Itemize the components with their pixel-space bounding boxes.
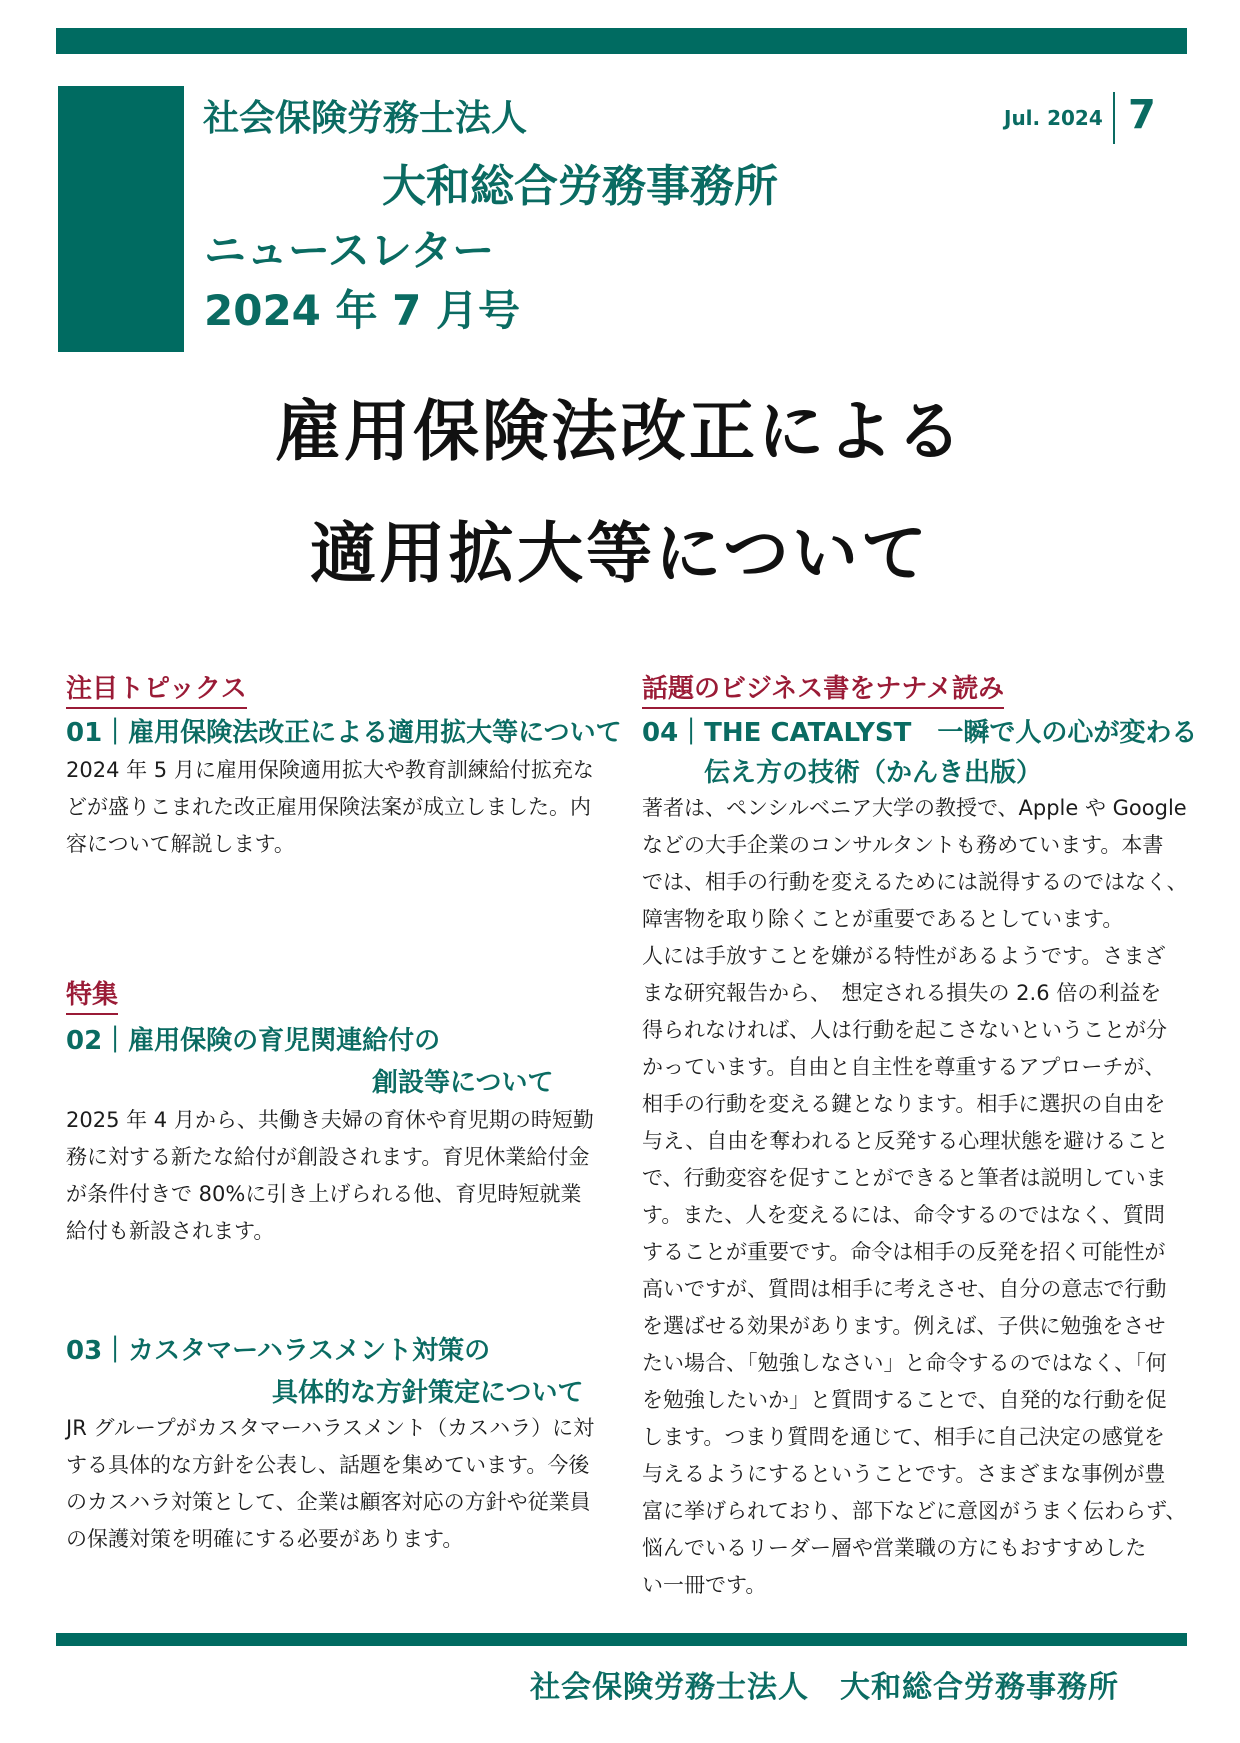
header-side-block bbox=[58, 86, 184, 352]
topic2-title-line2: 創設等について bbox=[372, 1068, 554, 1098]
topic2-body bbox=[66, 1102, 594, 1250]
topic4-title-line2: 伝え方の技術（かんき出版） bbox=[704, 758, 1043, 788]
topic1-body-line: 容について解説します。 bbox=[66, 832, 295, 856]
topic2-body-line: 務に対する新たな給付が創設されます。育児休業給付金 bbox=[66, 1145, 590, 1169]
topic4-body-line: 与え、自由を奪われると反発する心理状態を避けること bbox=[642, 1129, 1169, 1153]
topic4-body-line: を選ばせる効果があります。例えば、子供に勉強をさせ bbox=[642, 1314, 1166, 1338]
topic4-body-line: することが重要です。命令は相手の反発を招く可能性が bbox=[642, 1240, 1166, 1264]
topic4-body-line: で、行動変容を促すことができると筆者は説明していま bbox=[642, 1166, 1167, 1190]
topic4-body-line: まな研究報告から、 想定される損失の 2.6 倍の利益を bbox=[642, 981, 1162, 1005]
topic3-body-line: JR グループがカスタマーハラスメント（カスハラ）に対 bbox=[66, 1416, 595, 1440]
topic4-body bbox=[642, 790, 1188, 1604]
topic4-body-line: などの大手企業のコンサルタントも務めています。本書 bbox=[642, 833, 1164, 857]
main-title-line1: 雇用保険法改正による bbox=[275, 393, 965, 470]
topic3-body bbox=[66, 1410, 594, 1558]
topic4-body-line: す。また、人を変えるには、命令するのではなく、質問 bbox=[642, 1203, 1165, 1227]
issue-date: Jul. 2024 bbox=[1004, 106, 1103, 130]
org-name-line1: 社会保険労務士法人 bbox=[203, 98, 528, 139]
topic2-body-line: が条件付きで 80%に引き上げられる他、育児時短就業 bbox=[66, 1182, 582, 1206]
topic1-body bbox=[66, 752, 594, 863]
topic3-body-line: する具体的な方針を公表し、話題を集めています。今後 bbox=[66, 1453, 590, 1477]
issue-number: 7 bbox=[1128, 92, 1156, 138]
topic4-body-line: 得られなければ、人は行動を起こさないということが分 bbox=[642, 1018, 1167, 1042]
topic3-title-line1: 03｜カスタマーハラスメント対策の bbox=[66, 1336, 491, 1366]
topic4-body-line: 与えるようにするということです。さまざまな事例が豊 bbox=[642, 1462, 1166, 1486]
bottom-accent-bar bbox=[56, 1633, 1187, 1646]
org-name-line2: 大和総合労務事務所 bbox=[382, 161, 778, 212]
topic4-body-line: 高いですが、質問は相手に考えさせ、自分の意志で行動 bbox=[642, 1277, 1167, 1301]
topic4-body-line: を勉強したいか」と質問することで、自発的な行動を促 bbox=[642, 1388, 1167, 1412]
topic4-body-line: 著者は、ペンシルベニア大学の教授で、Apple や Google bbox=[642, 796, 1187, 820]
topic4-body-line: 相手の行動を変える鍵となります。相手に選択の自由を bbox=[642, 1092, 1166, 1116]
topic2-body-line: 給付も新設されます。 bbox=[66, 1219, 275, 1243]
newsletter-issue: 2024 年 7 月号 bbox=[204, 286, 520, 335]
topic4-body-line: い一冊です。 bbox=[642, 1573, 767, 1597]
topic4-body-line: 富に挙げられており、部下などに意図がうまく伝わらず、 bbox=[642, 1499, 1187, 1523]
main-title-line2: 適用拡大等について bbox=[310, 515, 930, 592]
section-label-books: 話題のビジネス書をナナメ読み bbox=[642, 668, 1004, 709]
topic4-body-line: では、相手の行動を変えるためには説得するのではなく、 bbox=[642, 870, 1188, 894]
topic3-title-line2: 具体的な方針策定について bbox=[272, 1378, 584, 1408]
topic4-body-line: 悩んでいるリーダー層や営業職の方にもおすすめした bbox=[642, 1536, 1147, 1560]
newsletter-title: ニュースレター bbox=[204, 226, 495, 275]
topic4-body-line: たい場合、「勉強しなさい」と命令するのではなく、「何 bbox=[642, 1351, 1167, 1375]
topic4-title-line1: 04｜THE CATALYST 一瞬で人の心が変わる bbox=[642, 718, 1198, 748]
topic1-title: 01｜雇用保険法改正による適用拡大等について bbox=[66, 718, 622, 748]
topic1-body-line: どが盛りこまれた改正雇用保険法案が成立しました。内 bbox=[66, 795, 591, 819]
topic2-body-line: 2025 年 4 月から、共働き夫婦の育休や育児期の時短勤 bbox=[66, 1108, 594, 1132]
topic4-body-line: 障害物を取り除くことが重要であるとしています。 bbox=[642, 907, 1124, 931]
topic1-body-line: 2024 年 5 月に雇用保険適用拡大や教育訓練給付拡充な bbox=[66, 758, 594, 782]
section-label-feature: 特集 bbox=[66, 974, 118, 1015]
top-accent-bar bbox=[56, 28, 1187, 54]
topic3-body-line: のカスハラ対策として、企業は顧客対応の方針や従業員 bbox=[66, 1490, 591, 1514]
footer-org-name: 社会保険労務士法人 大和総合労務事務所 bbox=[530, 1670, 1119, 1705]
section-label-topics: 注目トピックス bbox=[66, 668, 247, 709]
topic3-body-line: の保護対策を明確にする必要があります。 bbox=[66, 1527, 464, 1551]
topic4-body-line: かっています。自由と自主性を尊重するアプローチが、 bbox=[642, 1055, 1166, 1079]
topic4-body-line: 人には手放すことを嫌がる特性があるようです。さまざ bbox=[642, 944, 1166, 968]
topic2-title-line1: 02｜雇用保険の育児関連給付の bbox=[66, 1026, 441, 1056]
issue-divider bbox=[1113, 92, 1115, 144]
topic4-body-line: します。つまり質問を通じて、相手に自己決定の感覚を bbox=[642, 1425, 1165, 1449]
